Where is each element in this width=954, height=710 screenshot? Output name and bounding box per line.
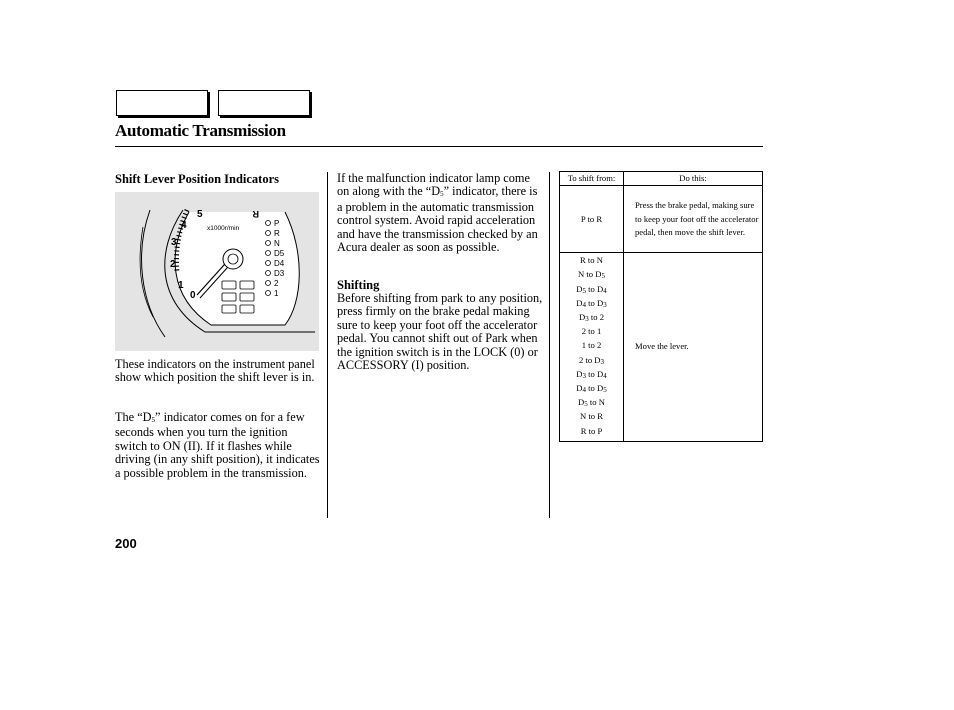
shift-step: 2 to D3 [579, 354, 604, 366]
position-label: N [274, 239, 280, 248]
title-rule [115, 146, 763, 147]
svg-text:R: R [252, 209, 259, 219]
shift-step: R to N [580, 255, 603, 266]
page-number: 200 [115, 536, 137, 551]
tach-number: 5 [197, 209, 203, 220]
position-label: D3 [274, 269, 285, 278]
shift-step: D5 to D4 [576, 283, 607, 295]
indicators-paragraph-1: These indicators on the instrument panel show which position the shift lever is in. [115, 357, 315, 385]
instrument-panel-figure [115, 192, 319, 351]
page-title: Automatic Transmission [115, 121, 286, 140]
shift-step: N to R [580, 411, 603, 422]
rpm-label: x1000r/min [207, 225, 240, 232]
position-label: D4 [274, 259, 285, 268]
tach-number: 2 [170, 259, 176, 270]
position-label: D5 [274, 249, 285, 258]
table-row [560, 253, 763, 442]
column-divider-1 [327, 172, 328, 518]
tachometer-illustration [115, 192, 319, 351]
shift-step: R to P [580, 425, 603, 436]
position-label: 1 [274, 289, 279, 298]
tach-number: 4 [181, 220, 187, 231]
shifting-paragraph: Before shifting from park to any position, press firmly on the brake pedal making sure to keep your foot off the accelerator pedal. You cannot shift out of Park when the ignition switch is in the LOCK (0) or ACCESSORY (I) position. [337, 291, 543, 373]
table-cell-from: P to R [560, 186, 624, 253]
shift-step: D4 to D5 [576, 383, 607, 395]
table-cell-from [560, 253, 624, 442]
shift-step: N to D5 [578, 269, 605, 281]
shift-step: D3 to D4 [576, 368, 607, 380]
position-label: P [274, 219, 280, 228]
table-cell-do: Press the brake pedal, making sure to keep your foot off the accelerator pedal, then move the shift lever. [624, 186, 763, 253]
shift-step: D4 to D3 [576, 297, 607, 309]
column-divider-2 [549, 172, 550, 518]
shift-table [559, 171, 763, 442]
shift-step: 2 to 1 [581, 326, 602, 337]
table-row [560, 186, 763, 253]
table-header-row [560, 172, 763, 186]
table-cell-do: Move the lever. [624, 253, 763, 442]
shift-step: D5 to N [578, 397, 605, 409]
tach-number: 0 [190, 290, 196, 301]
section-heading-shifting: Shifting [337, 278, 380, 292]
nav-tab-2[interactable] [218, 90, 310, 116]
shift-step: 1 to 2 [581, 340, 602, 351]
nav-tab-1[interactable] [116, 90, 208, 116]
position-label: 2 [274, 279, 279, 288]
tach-number: 1 [178, 280, 184, 291]
malfunction-paragraph: If the malfunction indicator lamp come on along with the “D5” indicator, there is a problem in the automatic transmission control system. Avoid rapid acceleration and have the transmission checked by an Acura dealer as soon as possible. [337, 171, 538, 255]
tach-number: 3 [171, 237, 177, 248]
table-header-do: Do this: [624, 172, 763, 186]
section-heading-indicators: Shift Lever Position Indicators [115, 172, 280, 186]
table-header-from: To shift from: [560, 172, 624, 186]
indicators-paragraph-2: The “D5” indicator comes on for a few seconds when you turn the ignition switch to ON (II). If it flashes while driving (in any shift position), it indicates a possible problem in the transmission. [115, 410, 320, 480]
shift-step: D3 to 2 [579, 312, 604, 324]
position-label: R [274, 229, 280, 238]
